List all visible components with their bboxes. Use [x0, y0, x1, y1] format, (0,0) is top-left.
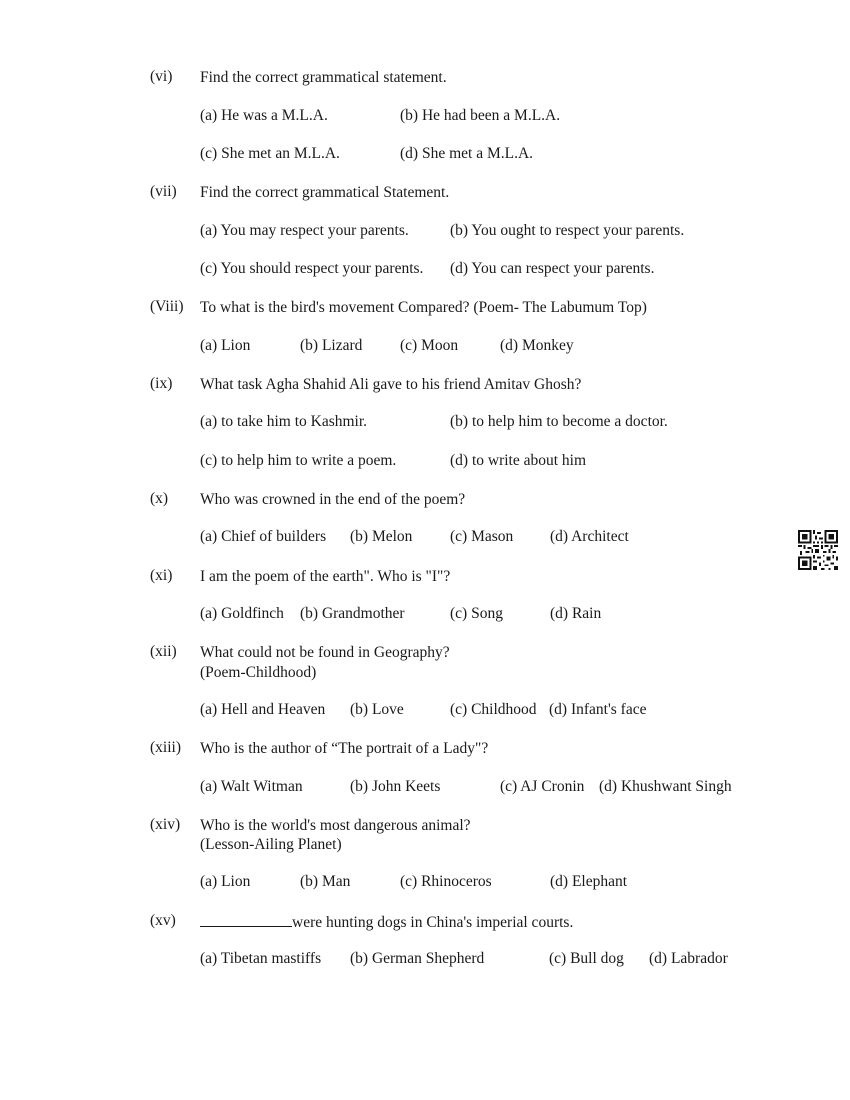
- option-b: (b) Melon: [350, 528, 413, 545]
- option-d: (d) Khushwant Singh: [599, 778, 732, 795]
- option-b: (b) You ought to respect your parents.: [450, 222, 685, 239]
- option-c: (c) Song: [450, 605, 503, 622]
- option-a: (a) Chief of builders: [200, 528, 327, 545]
- question-number: (vii): [150, 183, 177, 200]
- question-text: What task Agha Shahid Ali gave to his friend Amitav Ghosh?: [200, 376, 582, 393]
- option-b: (b) Lizard: [300, 337, 363, 354]
- option-d: (d) Architect: [550, 528, 629, 545]
- question-text: Who was crowned in the end of the poem?: [200, 491, 466, 508]
- question-number: (Viii): [150, 298, 184, 315]
- question-text: Who is the author of “The portrait of a Lady"?: [200, 740, 489, 757]
- question-number: (xv): [150, 912, 176, 929]
- question-source: (Lesson-Ailing Planet): [200, 836, 342, 853]
- question-number: (xi): [150, 567, 173, 584]
- option-a: (a) Walt Witman: [200, 778, 303, 795]
- option-a: (a) He was a M.L.A.: [200, 107, 328, 124]
- option-b: (b) Love: [350, 701, 404, 718]
- option-c: (c) Bull dog: [549, 950, 624, 967]
- option-b: (b) German Shepherd: [350, 950, 485, 967]
- option-a: (a) Lion: [200, 337, 251, 354]
- question-text: Find the correct grammatical Statement.: [200, 184, 450, 201]
- option-b: (b) He had been a M.L.A.: [400, 107, 561, 124]
- option-a: (a) Goldfinch: [200, 605, 284, 622]
- option-a: (a) You may respect your parents.: [200, 222, 409, 239]
- question-text: Who is the world's most dangerous animal?: [200, 817, 471, 834]
- option-c: (c) to help him to write a poem.: [200, 452, 397, 469]
- option-c: (c) AJ Cronin: [500, 778, 585, 795]
- question-number: (xiv): [150, 816, 181, 833]
- option-b: (b) Man: [300, 873, 351, 890]
- option-d: (d) Labrador: [649, 950, 728, 967]
- option-c: (c) She met an M.L.A.: [200, 145, 340, 162]
- question-text: Find the correct grammatical statement.: [200, 69, 447, 86]
- option-d: (d) Rain: [550, 605, 602, 622]
- option-c: (c) Childhood: [450, 701, 537, 718]
- option-a: (a) Hell and Heaven: [200, 701, 326, 718]
- option-b: (b) Grandmother: [300, 605, 405, 622]
- question-text: I am the poem of the earth". Who is "I"?: [200, 568, 451, 585]
- option-d: (d) to write about him: [450, 452, 587, 469]
- question-text: [200, 912, 573, 933]
- question-text-body: were hunting dogs in China's imperial courts.: [292, 914, 574, 931]
- question-number: (ix): [150, 375, 173, 392]
- option-b: (b) John Keets: [350, 778, 441, 795]
- option-d: (d) Monkey: [500, 337, 574, 354]
- option-b: (b) to help him to become a doctor.: [450, 413, 668, 430]
- question-number: (vi): [150, 68, 173, 85]
- option-d: (d) You can respect your parents.: [450, 260, 655, 277]
- option-a: (a) to take him to Kashmir.: [200, 413, 368, 430]
- question-number: (x): [150, 490, 169, 507]
- option-c: (c) Rhinoceros: [400, 873, 492, 890]
- option-c: (c) Mason: [450, 528, 514, 545]
- option-d: (d) Infant's face: [549, 701, 647, 718]
- option-a: (a) Lion: [200, 873, 251, 890]
- fill-in-blank: [200, 912, 292, 927]
- option-a: (a) Tibetan mastiffs: [200, 950, 322, 967]
- qr-code-icon: [798, 530, 838, 570]
- question-number: (xiii): [150, 739, 181, 756]
- option-d: (d) Elephant: [550, 873, 628, 890]
- question-source: (Poem-Childhood): [200, 664, 317, 681]
- question-text: To what is the bird's movement Compared? (Poem- The Labumum Top): [200, 299, 647, 316]
- question-number: (xii): [150, 643, 177, 660]
- question-text: What could not be found in Geography?: [200, 644, 450, 661]
- option-d: (d) She met a M.L.A.: [400, 145, 534, 162]
- option-c: (c) You should respect your parents.: [200, 260, 424, 277]
- option-c: (c) Moon: [400, 337, 459, 354]
